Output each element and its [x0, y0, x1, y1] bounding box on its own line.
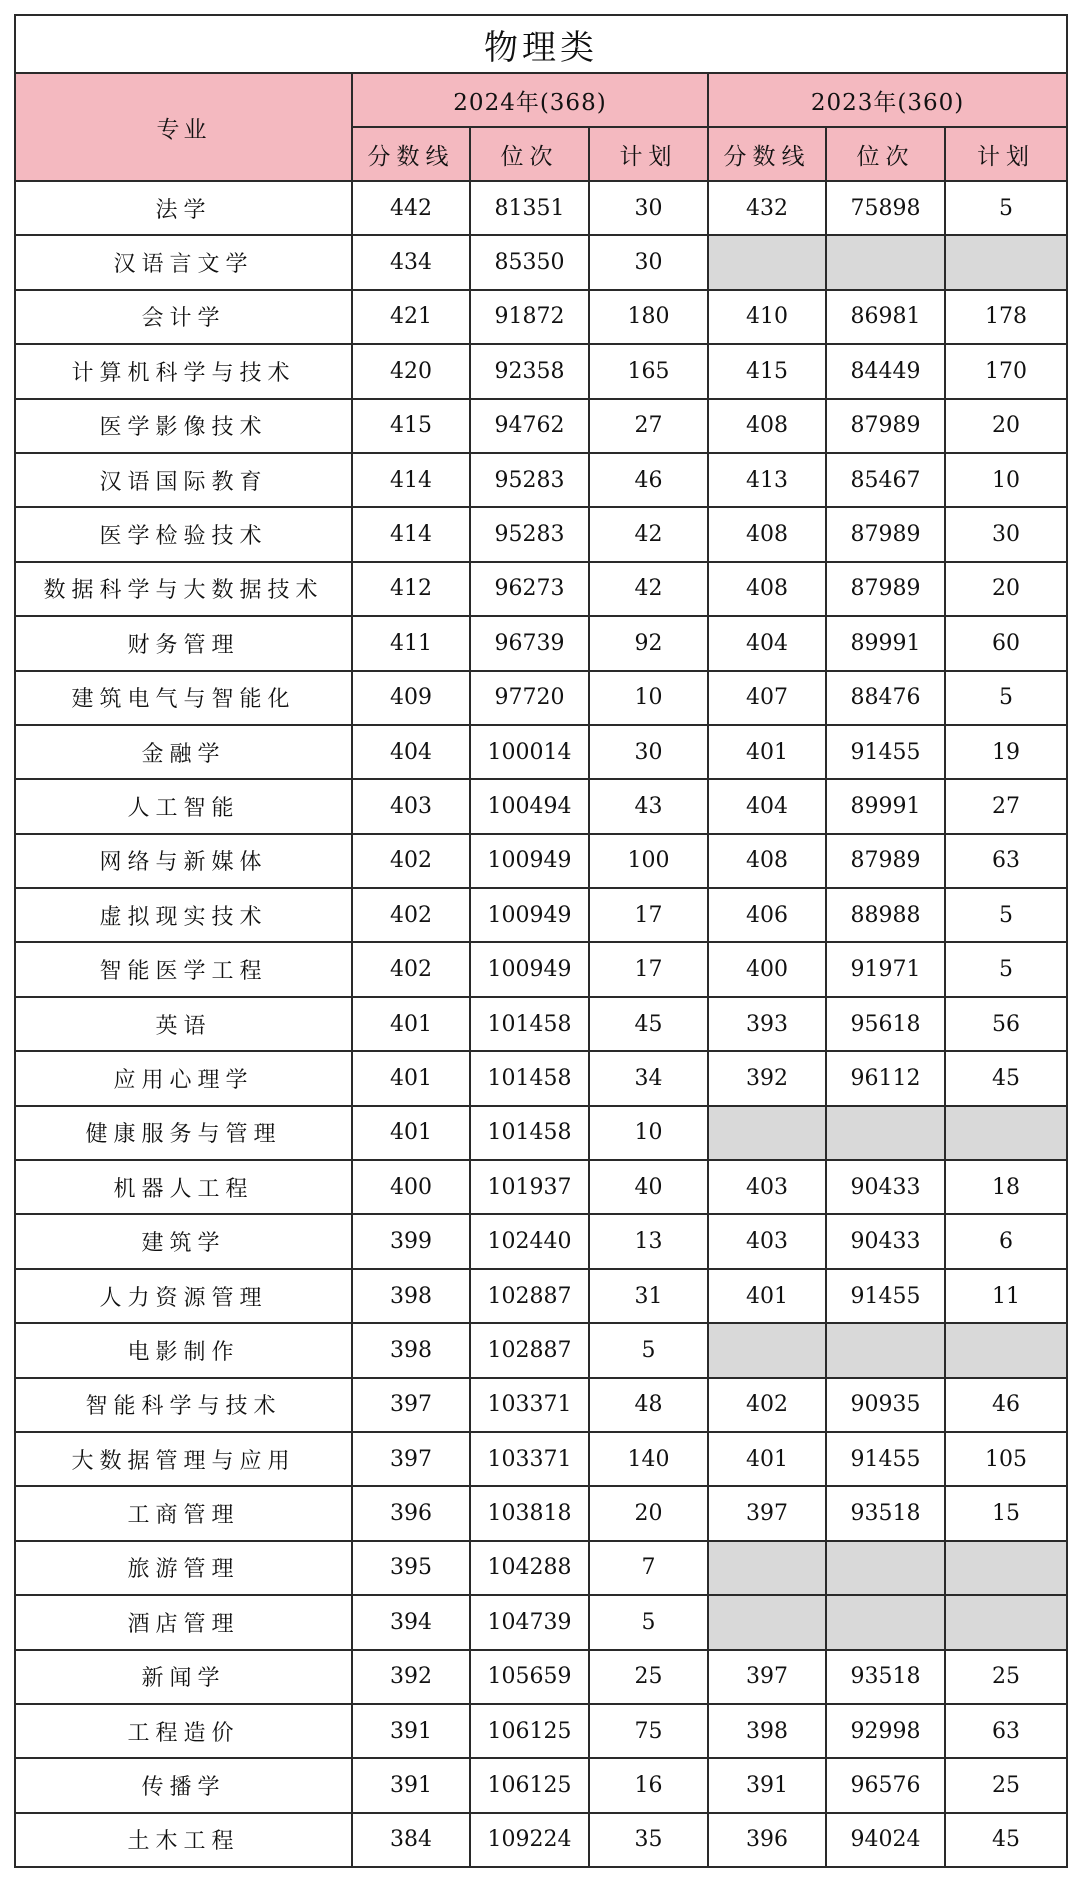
- score-2023-cell: 403: [708, 1160, 826, 1214]
- header-2024-plan: 计划: [589, 127, 708, 181]
- score-2023-cell: 392: [708, 1051, 826, 1105]
- plan-2023-cell: 10: [945, 453, 1067, 507]
- table-row: [15, 779, 1067, 833]
- rank-2023-cell: [826, 235, 945, 289]
- major-cell: 医学检验技术: [15, 507, 352, 561]
- rank-2024-cell: 104288: [470, 1541, 589, 1595]
- score-2024-cell: 398: [352, 1323, 470, 1377]
- table-row: [15, 1595, 1067, 1649]
- table-row: [15, 1758, 1067, 1812]
- table-row: [15, 616, 1067, 670]
- table-row: [15, 1704, 1067, 1758]
- rank-2023-cell: [826, 1106, 945, 1160]
- table-row: [15, 290, 1067, 344]
- plan-2023-cell: 46: [945, 1378, 1067, 1432]
- score-2023-cell: 408: [708, 562, 826, 616]
- rank-2023-cell: 92998: [826, 1704, 945, 1758]
- score-2023-cell: 396: [708, 1813, 826, 1867]
- plan-2024-cell: 30: [589, 725, 708, 779]
- rank-2024-cell: 102887: [470, 1269, 589, 1323]
- major-cell: 土木工程: [15, 1813, 352, 1867]
- plan-2024-cell: 17: [589, 942, 708, 996]
- score-2023-cell: 407: [708, 671, 826, 725]
- rank-2024-cell: 100494: [470, 779, 589, 833]
- plan-2024-cell: 17: [589, 888, 708, 942]
- score-2023-cell: 403: [708, 1214, 826, 1268]
- plan-2024-cell: 31: [589, 1269, 708, 1323]
- table-row: [15, 1051, 1067, 1105]
- plan-2023-cell: 63: [945, 1704, 1067, 1758]
- score-2023-cell: 391: [708, 1758, 826, 1812]
- score-2023-cell: 397: [708, 1486, 826, 1540]
- major-cell: 旅游管理: [15, 1541, 352, 1595]
- score-2023-cell: 397: [708, 1650, 826, 1704]
- plan-2024-cell: 140: [589, 1432, 708, 1486]
- header-year-2024: 2024年(368): [352, 73, 708, 127]
- rank-2024-cell: 94762: [470, 399, 589, 453]
- score-2024-cell: 400: [352, 1160, 470, 1214]
- score-2023-cell: 410: [708, 290, 826, 344]
- rank-2024-cell: 101458: [470, 1051, 589, 1105]
- table-row: [15, 1378, 1067, 1432]
- table-row: [15, 1323, 1067, 1377]
- table-row: [15, 997, 1067, 1051]
- rank-2024-cell: 100949: [470, 942, 589, 996]
- score-2023-cell: 400: [708, 942, 826, 996]
- header-2023-rank: 位次: [826, 127, 945, 181]
- table-row: [15, 1813, 1067, 1867]
- rank-2023-cell: 87989: [826, 399, 945, 453]
- rank-2024-cell: 96739: [470, 616, 589, 670]
- rank-2024-cell: 100014: [470, 725, 589, 779]
- major-cell: 机器人工程: [15, 1160, 352, 1214]
- table-row: [15, 1269, 1067, 1323]
- plan-2023-cell: 45: [945, 1813, 1067, 1867]
- major-cell: 大数据管理与应用: [15, 1432, 352, 1486]
- table-row: [15, 671, 1067, 725]
- score-2023-cell: [708, 1106, 826, 1160]
- score-2024-cell: 421: [352, 290, 470, 344]
- rank-2023-cell: 87989: [826, 834, 945, 888]
- rank-2023-cell: 86981: [826, 290, 945, 344]
- score-2023-cell: [708, 1595, 826, 1649]
- plan-2023-cell: [945, 235, 1067, 289]
- plan-2023-cell: 45: [945, 1051, 1067, 1105]
- score-2024-cell: 401: [352, 1106, 470, 1160]
- score-2024-cell: 442: [352, 181, 470, 235]
- table-body: [15, 181, 1067, 1867]
- score-2024-cell: 404: [352, 725, 470, 779]
- score-2023-cell: 401: [708, 1269, 826, 1323]
- major-cell: 法学: [15, 181, 352, 235]
- score-2024-cell: 397: [352, 1432, 470, 1486]
- rank-2023-cell: 88988: [826, 888, 945, 942]
- rank-2023-cell: 85467: [826, 453, 945, 507]
- table-row: [15, 1650, 1067, 1704]
- rank-2023-cell: 96576: [826, 1758, 945, 1812]
- plan-2023-cell: 5: [945, 181, 1067, 235]
- score-2023-cell: 415: [708, 344, 826, 398]
- plan-2024-cell: 35: [589, 1813, 708, 1867]
- table-row: [15, 1106, 1067, 1160]
- rank-2023-cell: 89991: [826, 779, 945, 833]
- major-cell: 金融学: [15, 725, 352, 779]
- score-2024-cell: 401: [352, 1051, 470, 1105]
- plan-2023-cell: 56: [945, 997, 1067, 1051]
- score-2024-cell: 391: [352, 1758, 470, 1812]
- header-year-2023: 2023年(360): [708, 73, 1067, 127]
- table-row: [15, 834, 1067, 888]
- major-cell: 英语: [15, 997, 352, 1051]
- table-row: [15, 235, 1067, 289]
- rank-2023-cell: 75898: [826, 181, 945, 235]
- major-cell: 数据科学与大数据技术: [15, 562, 352, 616]
- score-table-sheet: [14, 14, 1066, 1868]
- rank-2023-cell: 89991: [826, 616, 945, 670]
- score-2024-cell: 392: [352, 1650, 470, 1704]
- score-2024-cell: 411: [352, 616, 470, 670]
- rank-2023-cell: 96112: [826, 1051, 945, 1105]
- plan-2023-cell: 25: [945, 1758, 1067, 1812]
- score-2023-cell: [708, 1541, 826, 1595]
- table-row: [15, 453, 1067, 507]
- score-2023-cell: 432: [708, 181, 826, 235]
- table-row: [15, 507, 1067, 561]
- major-cell: 建筑学: [15, 1214, 352, 1268]
- rank-2024-cell: 81351: [470, 181, 589, 235]
- plan-2023-cell: 60: [945, 616, 1067, 670]
- table-row: [15, 562, 1067, 616]
- score-2023-cell: 398: [708, 1704, 826, 1758]
- rank-2024-cell: 102440: [470, 1214, 589, 1268]
- rank-2024-cell: 103371: [470, 1378, 589, 1432]
- score-2024-cell: 414: [352, 507, 470, 561]
- table-row: [15, 888, 1067, 942]
- score-2024-cell: 394: [352, 1595, 470, 1649]
- rank-2023-cell: [826, 1595, 945, 1649]
- plan-2023-cell: 20: [945, 562, 1067, 616]
- plan-2024-cell: 75: [589, 1704, 708, 1758]
- major-cell: 应用心理学: [15, 1051, 352, 1105]
- major-cell: 计算机科学与技术: [15, 344, 352, 398]
- plan-2023-cell: 5: [945, 671, 1067, 725]
- header-2024-rank: 位次: [470, 127, 589, 181]
- plan-2024-cell: 42: [589, 562, 708, 616]
- rank-2023-cell: 90433: [826, 1160, 945, 1214]
- rank-2024-cell: 100949: [470, 834, 589, 888]
- score-2024-cell: 409: [352, 671, 470, 725]
- score-2024-cell: 415: [352, 399, 470, 453]
- rank-2024-cell: 91872: [470, 290, 589, 344]
- plan-2023-cell: 30: [945, 507, 1067, 561]
- plan-2023-cell: 105: [945, 1432, 1067, 1486]
- score-2024-cell: 403: [352, 779, 470, 833]
- rank-2024-cell: 102887: [470, 1323, 589, 1377]
- score-2024-cell: 391: [352, 1704, 470, 1758]
- major-cell: 医学影像技术: [15, 399, 352, 453]
- table-row: [15, 1541, 1067, 1595]
- rank-2024-cell: 97720: [470, 671, 589, 725]
- score-2023-cell: 401: [708, 1432, 826, 1486]
- major-cell: 虚拟现实技术: [15, 888, 352, 942]
- major-cell: 智能科学与技术: [15, 1378, 352, 1432]
- score-2024-cell: 399: [352, 1214, 470, 1268]
- major-cell: 传播学: [15, 1758, 352, 1812]
- plan-2023-cell: 63: [945, 834, 1067, 888]
- major-cell: 财务管理: [15, 616, 352, 670]
- plan-2024-cell: 10: [589, 1106, 708, 1160]
- rank-2024-cell: 95283: [470, 507, 589, 561]
- score-2023-cell: 401: [708, 725, 826, 779]
- rank-2024-cell: 103371: [470, 1432, 589, 1486]
- rank-2023-cell: 95618: [826, 997, 945, 1051]
- table-row: [15, 399, 1067, 453]
- header-2024-score: 分数线: [352, 127, 470, 181]
- score-2024-cell: 434: [352, 235, 470, 289]
- major-cell: 汉语国际教育: [15, 453, 352, 507]
- rank-2023-cell: [826, 1541, 945, 1595]
- score-2024-cell: 402: [352, 834, 470, 888]
- score-2024-cell: 401: [352, 997, 470, 1051]
- table-row: [15, 1486, 1067, 1540]
- plan-2024-cell: 7: [589, 1541, 708, 1595]
- plan-2024-cell: 42: [589, 507, 708, 561]
- major-cell: 工商管理: [15, 1486, 352, 1540]
- major-cell: 网络与新媒体: [15, 834, 352, 888]
- rank-2024-cell: 106125: [470, 1758, 589, 1812]
- table-row: [15, 725, 1067, 779]
- rank-2024-cell: 106125: [470, 1704, 589, 1758]
- plan-2024-cell: 100: [589, 834, 708, 888]
- plan-2024-cell: 30: [589, 235, 708, 289]
- plan-2024-cell: 10: [589, 671, 708, 725]
- major-cell: 工程造价: [15, 1704, 352, 1758]
- plan-2023-cell: 20: [945, 399, 1067, 453]
- plan-2023-cell: 25: [945, 1650, 1067, 1704]
- plan-2023-cell: 19: [945, 725, 1067, 779]
- score-2023-cell: 408: [708, 834, 826, 888]
- major-cell: 会计学: [15, 290, 352, 344]
- plan-2023-cell: 18: [945, 1160, 1067, 1214]
- rank-2024-cell: 92358: [470, 344, 589, 398]
- major-cell: 人工智能: [15, 779, 352, 833]
- major-cell: 电影制作: [15, 1323, 352, 1377]
- score-2024-cell: 395: [352, 1541, 470, 1595]
- plan-2024-cell: 46: [589, 453, 708, 507]
- rank-2023-cell: 88476: [826, 671, 945, 725]
- plan-2023-cell: 15: [945, 1486, 1067, 1540]
- table-row: [15, 942, 1067, 996]
- score-2023-cell: [708, 235, 826, 289]
- rank-2023-cell: 91455: [826, 1432, 945, 1486]
- plan-2024-cell: 20: [589, 1486, 708, 1540]
- rank-2023-cell: 84449: [826, 344, 945, 398]
- score-2023-cell: 408: [708, 399, 826, 453]
- plan-2024-cell: 45: [589, 997, 708, 1051]
- rank-2023-cell: 91455: [826, 1269, 945, 1323]
- plan-2024-cell: 40: [589, 1160, 708, 1214]
- plan-2024-cell: 43: [589, 779, 708, 833]
- table-row: [15, 181, 1067, 235]
- score-2023-cell: 402: [708, 1378, 826, 1432]
- score-2024-cell: 397: [352, 1378, 470, 1432]
- header-2023-score: 分数线: [708, 127, 826, 181]
- plan-2024-cell: 165: [589, 344, 708, 398]
- table-title: 物理类: [15, 15, 1067, 73]
- table-row: [15, 344, 1067, 398]
- score-2023-cell: 404: [708, 779, 826, 833]
- score-2024-cell: 396: [352, 1486, 470, 1540]
- plan-2023-cell: 170: [945, 344, 1067, 398]
- plan-2024-cell: 27: [589, 399, 708, 453]
- major-cell: 健康服务与管理: [15, 1106, 352, 1160]
- rank-2023-cell: [826, 1323, 945, 1377]
- score-2024-cell: 412: [352, 562, 470, 616]
- rank-2024-cell: 101937: [470, 1160, 589, 1214]
- score-2024-cell: 420: [352, 344, 470, 398]
- rank-2023-cell: 93518: [826, 1650, 945, 1704]
- plan-2023-cell: 5: [945, 888, 1067, 942]
- plan-2024-cell: 13: [589, 1214, 708, 1268]
- major-cell: 汉语言文学: [15, 235, 352, 289]
- plan-2023-cell: 6: [945, 1214, 1067, 1268]
- score-2024-cell: 398: [352, 1269, 470, 1323]
- rank-2024-cell: 95283: [470, 453, 589, 507]
- rank-2023-cell: 90433: [826, 1214, 945, 1268]
- rank-2024-cell: 100949: [470, 888, 589, 942]
- table-row: [15, 1214, 1067, 1268]
- plan-2024-cell: 92: [589, 616, 708, 670]
- rank-2023-cell: 91455: [826, 725, 945, 779]
- plan-2023-cell: [945, 1106, 1067, 1160]
- rank-2024-cell: 85350: [470, 235, 589, 289]
- score-2023-cell: 413: [708, 453, 826, 507]
- rank-2024-cell: 105659: [470, 1650, 589, 1704]
- plan-2024-cell: 48: [589, 1378, 708, 1432]
- plan-2024-cell: 5: [589, 1595, 708, 1649]
- plan-2024-cell: 5: [589, 1323, 708, 1377]
- header-major: 专业: [15, 73, 352, 181]
- score-2024-cell: 402: [352, 888, 470, 942]
- score-2024-cell: 402: [352, 942, 470, 996]
- rank-2024-cell: 103818: [470, 1486, 589, 1540]
- plan-2023-cell: 178: [945, 290, 1067, 344]
- major-cell: 智能医学工程: [15, 942, 352, 996]
- score-2024-cell: 384: [352, 1813, 470, 1867]
- plan-2023-cell: 27: [945, 779, 1067, 833]
- table-row: [15, 1432, 1067, 1486]
- rank-2024-cell: 109224: [470, 1813, 589, 1867]
- header-2023-plan: 计划: [945, 127, 1067, 181]
- major-cell: 新闻学: [15, 1650, 352, 1704]
- rank-2023-cell: 90935: [826, 1378, 945, 1432]
- rank-2024-cell: 104739: [470, 1595, 589, 1649]
- plan-2024-cell: 34: [589, 1051, 708, 1105]
- plan-2023-cell: [945, 1323, 1067, 1377]
- plan-2024-cell: 180: [589, 290, 708, 344]
- score-2023-cell: 408: [708, 507, 826, 561]
- major-cell: 建筑电气与智能化: [15, 671, 352, 725]
- score-2023-cell: 406: [708, 888, 826, 942]
- table-row: [15, 1160, 1067, 1214]
- score-2023-cell: 393: [708, 997, 826, 1051]
- plan-2024-cell: 16: [589, 1758, 708, 1812]
- score-2024-cell: 414: [352, 453, 470, 507]
- rank-2024-cell: 101458: [470, 997, 589, 1051]
- score-table: [14, 14, 1068, 1868]
- score-2023-cell: 404: [708, 616, 826, 670]
- plan-2023-cell: [945, 1541, 1067, 1595]
- plan-2023-cell: [945, 1595, 1067, 1649]
- plan-2023-cell: 5: [945, 942, 1067, 996]
- rank-2023-cell: 94024: [826, 1813, 945, 1867]
- major-cell: 人力资源管理: [15, 1269, 352, 1323]
- rank-2023-cell: 87989: [826, 507, 945, 561]
- plan-2024-cell: 30: [589, 181, 708, 235]
- score-2023-cell: [708, 1323, 826, 1377]
- rank-2023-cell: 87989: [826, 562, 945, 616]
- plan-2024-cell: 25: [589, 1650, 708, 1704]
- plan-2023-cell: 11: [945, 1269, 1067, 1323]
- rank-2024-cell: 96273: [470, 562, 589, 616]
- rank-2023-cell: 93518: [826, 1486, 945, 1540]
- rank-2024-cell: 101458: [470, 1106, 589, 1160]
- rank-2023-cell: 91971: [826, 942, 945, 996]
- major-cell: 酒店管理: [15, 1595, 352, 1649]
